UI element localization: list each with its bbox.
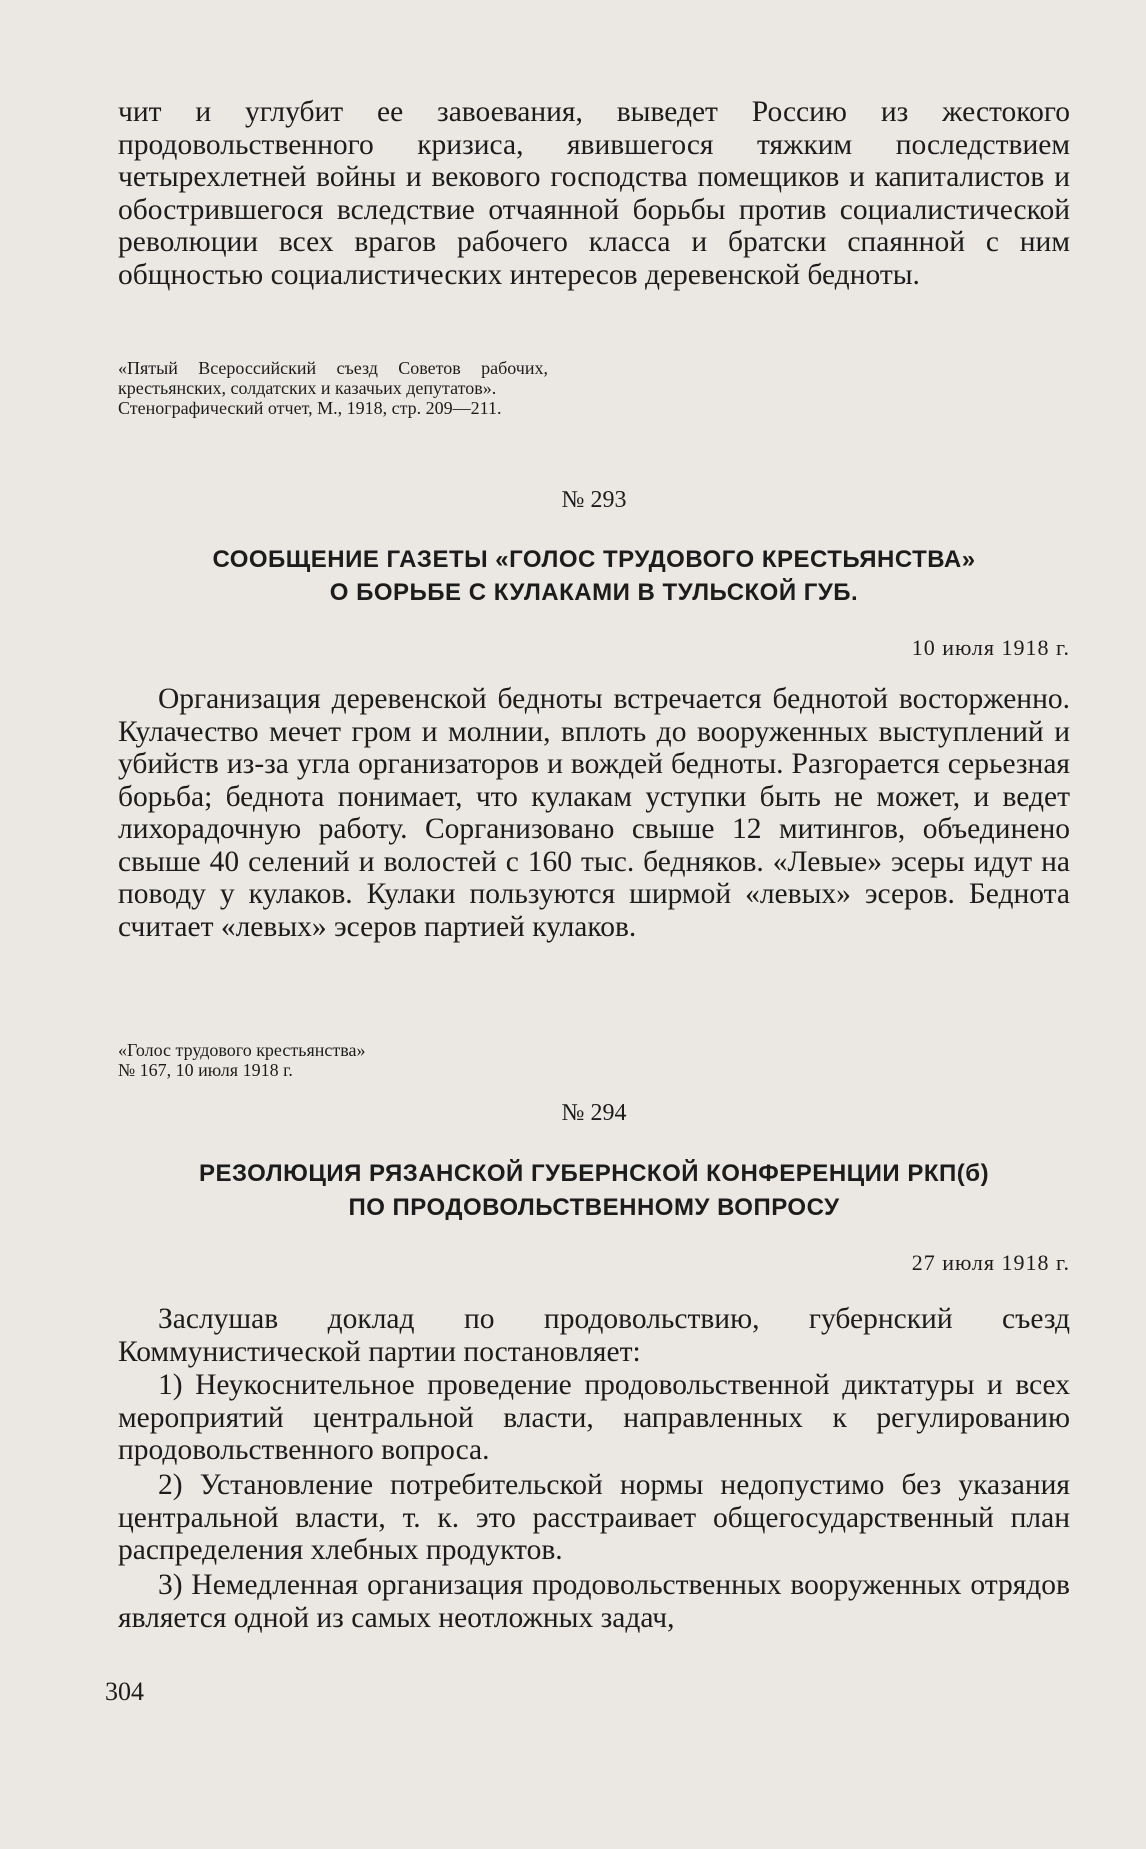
doc-294-title-line2: ПО ПРОДОВОЛЬСТВЕННОМУ ВОПРОСУ — [348, 1194, 840, 1221]
doc-293-source — [118, 1040, 478, 1080]
doc-293-number: № 293 — [561, 487, 627, 513]
doc-293-source-line1: «Голос трудового крестьянства» — [118, 1040, 366, 1060]
intro-paragraph: чит и углубит ее завоевания, выведет Россию из жестокого продовольственного кризиса, явившегося тяжким последствием четырехлетней войны и векового господства помещиков и капиталистов и обострившегося вследствие отчаянной борьбы против социалистической революции всех врагов рабочего класса и братски спаянной с ним общностью социалистических интересов деревенской бедноты. — [118, 96, 1070, 291]
doc-294-para1: Заслушав доклад по продовольствию, губернский съезд Коммунистической партии постановляет: — [118, 1303, 1070, 1368]
source-1-line1: «Пятый Всероссийский съезд Советов рабочих, крестьянских, солдатских и казачьих депутатов». — [118, 358, 548, 398]
source-note-1 — [118, 358, 548, 418]
doc-294-title-line1: РЕЗОЛЮЦИЯ РЯЗАНСКОЙ ГУБЕРНСКОЙ КОНФЕРЕНЦИИ РКП(б) — [198, 1160, 990, 1187]
doc-293-date: 10 июля 1918 г. — [911, 635, 1070, 660]
page-number: 304 — [105, 1677, 144, 1706]
doc-294-number: № 294 — [561, 1100, 627, 1126]
doc-294-item3: 3) Немедленная организация продовольственных вооруженных отрядов является одной из самых неотложных задач, — [118, 1569, 1070, 1634]
doc-294-item1: 1) Неукоснительное проведение продовольственной диктатуры и всех мероприятий центральной власти, направленных к регулированию продовольственного вопроса. — [118, 1369, 1070, 1466]
doc-293-text: Организация деревенской бедноты встречается беднотой восторженно. Кулачество мечет гром и молнии, вплоть до вооруженных выступлений и убийств из-за угла организаторов и вождей бедноты. Разгорается серьезная борьба; беднота понимает, что кулакам уступки быть не может, и ведет лихорадочную работу. Сорганизовано свыше 12 митингов, объединено свыше 40 селений и волостей с 160 тыс. бедняков. «Левые» эсеры идут на поводу у кулаков. Кулаки пользуются ширмой «левых» эсеров. Беднота считает «левых» эсеров партией кулаков. — [118, 683, 1070, 943]
doc-293-title-line1: СООБЩЕНИЕ ГАЗЕТЫ «ГОЛОС ТРУДОВОГО КРЕСТЬЯНСТВА» — [212, 546, 976, 573]
doc-294-item2: 2) Установление потребительской нормы недопустимо без указания центральной власти, т. к. это расстраивает общегосударственный план распределения хлебных продуктов. — [118, 1469, 1070, 1566]
doc-293-source-line2: № 167, 10 июля 1918 г. — [118, 1060, 293, 1080]
doc-294-date: 27 июля 1918 г. — [911, 1250, 1070, 1275]
doc-293-title-line2: О БОРЬБЕ С КУЛАКАМИ В ТУЛЬСКОЙ ГУБ. — [329, 579, 859, 606]
source-1-line2: Стенографический отчет, М., 1918, стр. 209—211. — [118, 398, 502, 418]
